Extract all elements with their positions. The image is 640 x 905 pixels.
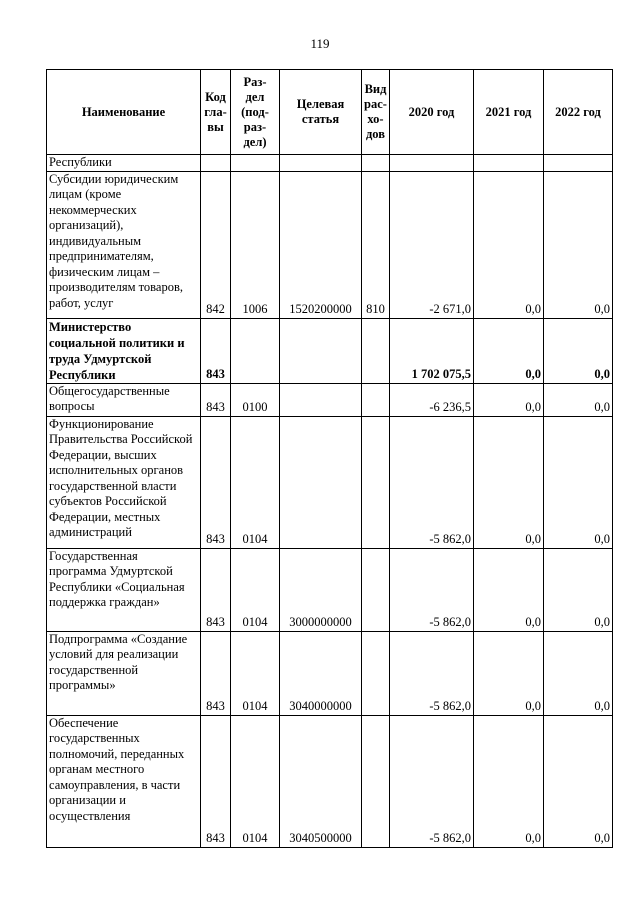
row-2020 — [390, 155, 474, 172]
header-section: Раз- дел (под- раз- дел) — [231, 70, 280, 155]
row-2022: 0,0 — [544, 171, 613, 318]
row-chapter — [201, 155, 231, 172]
row-target: 3040000000 — [280, 631, 362, 715]
row-expense — [362, 318, 390, 383]
budget-table — [46, 69, 613, 848]
row-section: 0104 — [231, 715, 280, 847]
table-row — [47, 631, 613, 715]
row-name: Министерство социальной политики и труда Удмуртской Республики — [47, 318, 201, 383]
table-row — [47, 155, 613, 172]
header-name: Наименование — [47, 70, 201, 155]
row-section: 0104 — [231, 548, 280, 631]
header-2021: 2021 год — [474, 70, 544, 155]
row-expense — [362, 383, 390, 416]
table-row — [47, 416, 613, 548]
row-target: 3000000000 — [280, 548, 362, 631]
row-2020: -5 862,0 — [390, 715, 474, 847]
row-section: 0100 — [231, 383, 280, 416]
row-2021 — [474, 155, 544, 172]
row-name: Общегосударственные вопросы — [47, 383, 201, 416]
row-target — [280, 155, 362, 172]
row-2021: 0,0 — [474, 383, 544, 416]
table-header-row — [47, 70, 613, 155]
table-row — [47, 548, 613, 631]
row-name: Подпрограмма «Создание условий для реализации государственной программы» — [47, 631, 201, 715]
row-name: Субсидии юридическим лицам (кроме некоммерческих организаций), индивидуальным предпринимателям, физическим лицам – производителям товаров, работ, услуг — [47, 171, 201, 318]
row-expense — [362, 155, 390, 172]
row-2022: 0,0 — [544, 383, 613, 416]
row-name: Обеспечение государственных полномочий, переданных органам местного самоуправления, в части организации и осуществления — [47, 715, 201, 847]
row-expense: 810 — [362, 171, 390, 318]
row-2021: 0,0 — [474, 548, 544, 631]
row-chapter: 843 — [201, 383, 231, 416]
row-2020: -5 862,0 — [390, 631, 474, 715]
header-target: Целевая статья — [280, 70, 362, 155]
header-chapter: Код гла- вы — [201, 70, 231, 155]
row-section — [231, 318, 280, 383]
page-number: 119 — [310, 36, 330, 51]
header-expense: Вид рас- хо- дов — [362, 70, 390, 155]
row-2020: -6 236,5 — [390, 383, 474, 416]
row-2022: 0,0 — [544, 715, 613, 847]
row-2021: 0,0 — [474, 715, 544, 847]
row-2021: 0,0 — [474, 171, 544, 318]
table-row — [47, 318, 613, 383]
row-chapter: 843 — [201, 416, 231, 548]
row-expense — [362, 416, 390, 548]
row-section — [231, 155, 280, 172]
row-2020: 1 702 075,5 — [390, 318, 474, 383]
row-target: 3040500000 — [280, 715, 362, 847]
row-target — [280, 416, 362, 548]
row-target — [280, 383, 362, 416]
row-2020: -5 862,0 — [390, 416, 474, 548]
row-expense — [362, 548, 390, 631]
row-2022 — [544, 155, 613, 172]
row-name: Функционирование Правительства Российской Федерации, высших исполнительных органов государственной власти субъектов Российской Федерации, местных администраций — [47, 416, 201, 548]
table-row — [47, 171, 613, 318]
row-chapter: 843 — [201, 631, 231, 715]
row-name: Республики — [47, 155, 201, 172]
row-chapter: 843 — [201, 715, 231, 847]
table-row — [47, 383, 613, 416]
row-2022: 0,0 — [544, 548, 613, 631]
row-2021: 0,0 — [474, 416, 544, 548]
row-target — [280, 318, 362, 383]
header-2022: 2022 год — [544, 70, 613, 155]
row-section: 0104 — [231, 631, 280, 715]
row-expense — [362, 631, 390, 715]
row-chapter: 843 — [201, 318, 231, 383]
row-name: Государственная программа Удмуртской Республики «Социальная поддержка граждан» — [47, 548, 201, 631]
header-2020: 2020 год — [390, 70, 474, 155]
row-chapter: 842 — [201, 171, 231, 318]
row-target: 1520200000 — [280, 171, 362, 318]
row-2021: 0,0 — [474, 318, 544, 383]
row-2020: -2 671,0 — [390, 171, 474, 318]
row-2021: 0,0 — [474, 631, 544, 715]
row-section: 1006 — [231, 171, 280, 318]
row-2022: 0,0 — [544, 631, 613, 715]
row-2020: -5 862,0 — [390, 548, 474, 631]
row-section: 0104 — [231, 416, 280, 548]
row-chapter: 843 — [201, 548, 231, 631]
row-2022: 0,0 — [544, 416, 613, 548]
row-2022: 0,0 — [544, 318, 613, 383]
row-expense — [362, 715, 390, 847]
table-row — [47, 715, 613, 847]
